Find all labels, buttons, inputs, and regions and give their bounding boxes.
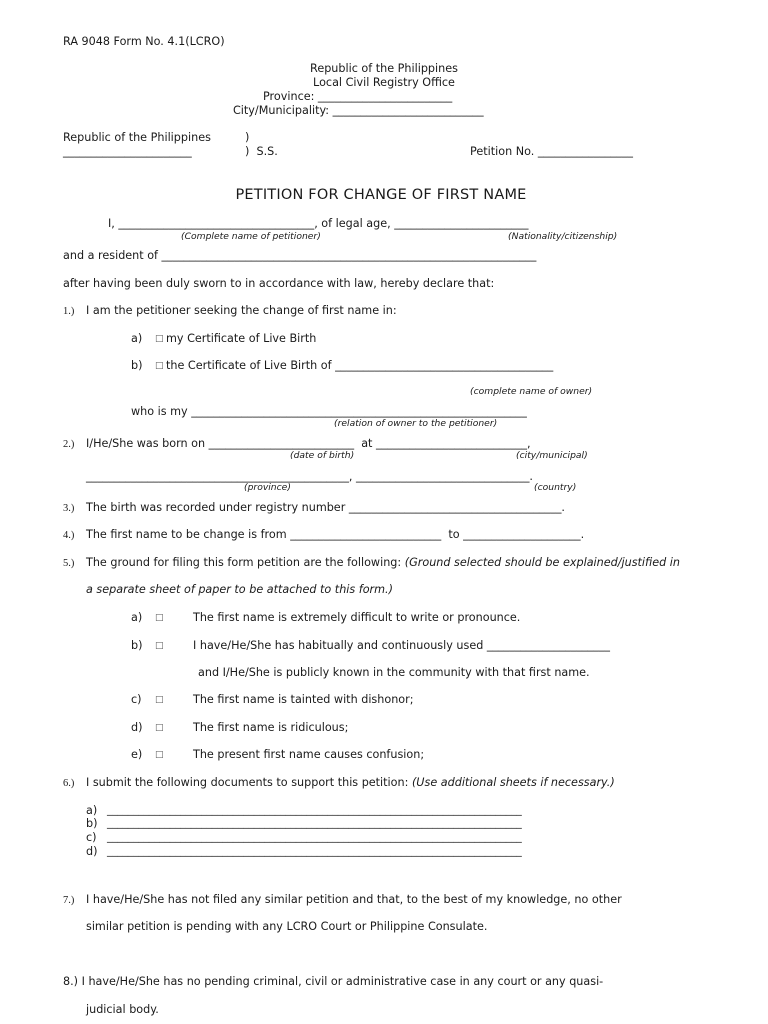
ground-b-checkbox[interactable]: □ (155, 641, 164, 651)
sworn-statement: after having been duly sworn to in accordance with law, hereby declare that: (63, 277, 495, 290)
label-nationality: (Nationality/citizenship) (508, 231, 618, 242)
ground-a-checkbox[interactable]: □ (155, 613, 164, 623)
document-c-field[interactable]: _______________________________________________________________________________ (107, 831, 522, 843)
province-country-field[interactable]: _______________________________________________, _______________________________. (86, 470, 533, 483)
residence-field[interactable]: and a resident of ___________________________________________________________________ (63, 249, 537, 262)
ground-a-text: The first name is extremely difficult to write or pronounce. (193, 611, 521, 624)
item-1-number: 1.) (63, 306, 75, 317)
name-change-field[interactable]: The first name to be change is from ___________________________ to _____________________. (86, 528, 585, 541)
petitioner-line[interactable]: I, ___________________________________, of legal age, ________________________ (108, 217, 529, 230)
document-a-field[interactable]: _______________________________________________________________________________ (107, 804, 522, 816)
label-country: (country) (534, 482, 577, 493)
header-office: Local Civil Registry Office (313, 76, 455, 89)
label-date-of-birth: (date of birth) (290, 450, 355, 461)
ground-e-text: The present first name causes confusion; (193, 748, 425, 761)
ground-c-checkbox[interactable]: □ (155, 695, 164, 705)
form-number: RA 9048 Form No. 4.1(LCRO) (63, 35, 225, 48)
birth-date-place-field[interactable]: I/He/She was born on __________________________ at ___________________________, (86, 437, 531, 450)
label-petitioner-name: (Complete name of petitioner) (181, 231, 321, 242)
item-6-number: 6.) (63, 778, 75, 789)
document-b-field[interactable]: _______________________________________________________________________________ (107, 817, 522, 829)
header-republic: Republic of the Philippines (310, 62, 458, 75)
ground-a-letter: a) (131, 611, 143, 624)
item-1a-text: my Certificate of Live Birth (166, 332, 317, 345)
document-d-letter: d) (86, 845, 98, 858)
ground-e-checkbox[interactable]: □ (155, 750, 164, 760)
ground-c-text: The first name is tainted with dishonor; (193, 693, 414, 706)
label-province: (province) (244, 482, 291, 493)
ground-b-text[interactable]: I have/He/She has habitually and continuously used ______________________ (193, 639, 610, 652)
ground-d-checkbox[interactable]: □ (155, 723, 164, 733)
item-5-number: 5.) (63, 558, 75, 569)
ground-b-letter: b) (131, 639, 143, 652)
item-8-line-2: judicial body. (86, 1003, 159, 1016)
ground-e-letter: e) (131, 748, 143, 761)
item-1b-letter: b) (131, 359, 143, 372)
item-1-text: I am the petitioner seeking the change of first name in: (86, 304, 397, 317)
item-5-note: a separate sheet of paper to be attached to this form.) (86, 583, 393, 596)
item-1a-checkbox[interactable]: □ (155, 334, 164, 344)
document-a-letter: a) (86, 804, 98, 817)
item-3-number: 3.) (63, 503, 75, 514)
item-2-number: 2.) (63, 439, 75, 450)
item-6-text: I submit the following documents to support this petition: (Use additional sheets if necessary.) (86, 776, 615, 789)
label-relation: (relation of owner to the petitioner) (334, 418, 498, 429)
document-c-letter: c) (86, 831, 97, 844)
relation-field[interactable]: who is my ____________________________________________________________ (131, 405, 527, 418)
label-city-municipal: (city/municipal) (516, 450, 588, 461)
document-b-letter: b) (86, 817, 98, 830)
petition-number-field[interactable]: Petition No. _________________ (470, 145, 633, 158)
item-1b-checkbox[interactable]: □ (155, 361, 164, 371)
province-field[interactable]: Province: ________________________ (263, 90, 453, 103)
ground-c-letter: c) (131, 693, 142, 706)
venue-line[interactable]: _______________________ (63, 145, 192, 158)
label-owner-name: (complete name of owner) (470, 386, 593, 397)
venue-republic: Republic of the Philippines (63, 131, 211, 144)
item-7-line-2: similar petition is pending with any LCRO Court or Philippine Consulate. (86, 920, 488, 933)
item-7-number: 7.) (63, 895, 75, 906)
registry-number-field[interactable]: The birth was recorded under registry number ______________________________________. (86, 501, 565, 514)
ground-b-continued: and I/He/She is publicly known in the community with that first name. (198, 666, 590, 679)
item-1a-letter: a) (131, 332, 143, 345)
item-8-line-1: 8.) I have/He/She has no pending criminal, civil or administrative case in any court or any quasi- (63, 975, 604, 988)
city-municipality-field[interactable]: City/Municipality: ___________________________ (233, 104, 484, 117)
venue-ss: ) S.S. (245, 145, 278, 158)
document-d-field[interactable]: _______________________________________________________________________________ (107, 845, 522, 857)
item-7-line-1: I have/He/She has not filed any similar petition and that, to the best of my knowledge, no other (86, 893, 622, 906)
item-1b-owner-field[interactable]: the Certificate of Live Birth of _______________________________________ (166, 359, 554, 372)
page-title: PETITION FOR CHANGE OF FIRST NAME (235, 187, 527, 203)
ground-d-text: The first name is ridiculous; (193, 721, 349, 734)
item-5-text: The ground for filing this form petition are the following: (Ground selected should be explained/justified in (86, 556, 680, 569)
item-4-number: 4.) (63, 530, 75, 541)
venue-paren: ) (245, 131, 250, 144)
ground-d-letter: d) (131, 721, 143, 734)
